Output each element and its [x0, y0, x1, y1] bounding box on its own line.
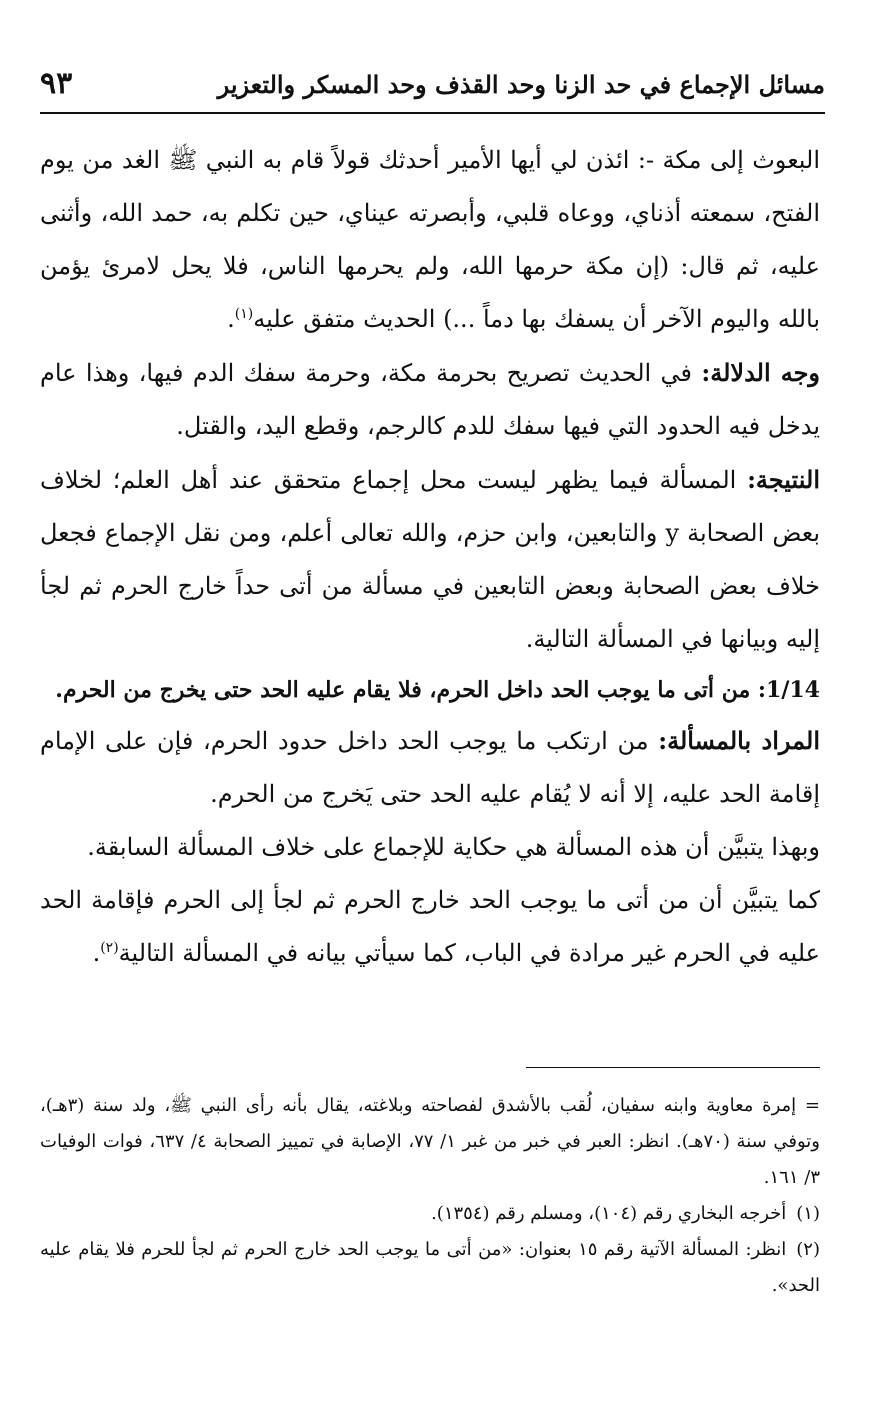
meaning-label: المراد بالمسألة: — [658, 726, 821, 755]
footnote-text: أخرجه البخاري رقم (١٠٤)، ومسلم رقم (١٣٥٤). — [431, 1203, 787, 1224]
footnote-text: انظر: المسألة الآتية رقم ١٥ بعنوان: «من أتى ما يوجب الحد خارج الحرم ثم لجأ للحرم فلا يقام عليه الحد». — [40, 1239, 820, 1296]
evidence-label: وجه الدلالة: — [701, 358, 820, 387]
paragraph-result — [40, 453, 820, 666]
footnote-2 — [40, 1232, 820, 1304]
main-text — [40, 134, 820, 980]
issue-heading: 1/14: من أتى ما يوجب الحد داخل الحرم، فلا يقام عليه الحد حتى يخرج من الحرم. — [55, 677, 820, 703]
page-number: ٩٣ — [40, 66, 73, 101]
paragraph-evidence — [40, 346, 820, 453]
footnote-ref-2: (٢) — [100, 940, 119, 956]
footnote-continuation: = إمرة معاوية وابنه سفيان، لُقب بالأشدق لفصاحته وبلاغته، يقال بأنه رأى النبي ﷺ، ولد سنة (٣هـ)، وتوفي سنة (٧٠هـ). انظر: العبر في خبر من غبر ١/ ٧٧، الإصابة في تمييز الصحابة ٤/ ٦٣٧، فوات الوفيات ٣/ ١٦١. — [40, 1095, 820, 1188]
header-title: مسائل الإجماع في حد الزنا وحد القذف وحد المسكر والتعزير — [217, 70, 825, 99]
result-label: النتيجة: — [747, 465, 820, 494]
paragraph-end: . — [227, 305, 235, 333]
footnote-ref-1: (١) — [234, 306, 254, 322]
footnote-number: (٢) — [796, 1239, 820, 1260]
paragraph-clarification: وبهذا يتبيَّن أن هذه المسألة هي حكاية للإجماع على خلاف المسألة السابقة. — [87, 833, 820, 861]
running-header — [40, 62, 825, 114]
paragraph-note — [40, 874, 820, 980]
footnote-1 — [40, 1196, 820, 1232]
footnote-separator — [526, 1067, 820, 1068]
footnote-number: (١) — [796, 1203, 820, 1224]
footnotes — [40, 1088, 820, 1304]
paragraph-text: كما يتبيَّن أن من أتى ما يوجب الحد خارج الحرم ثم لجأ إلى الحرم فإقامة الحد عليه في الحرم غير مرادة في الباب، كما سيأتي بيانه في المسألة التالية — [40, 886, 820, 967]
paragraph-text: المسألة فيما يظهر ليست محل إجماع متحقق عند أهل العلم؛ لخلاف بعض الصحابة y والتابعين، وابن حزم، والله تعالى أعلم، ومن نقل الإجماع فجعل خلاف بعض الصحابة وبعض التابعين في مسألة من أتى حداً خارج الحرم ثم لجأ إليه وبيانها في المسألة التالية. — [40, 466, 821, 653]
paragraph-end: . — [92, 939, 101, 967]
paragraph-hadith — [40, 134, 820, 346]
paragraph-text: من ارتكب ما يوجب الحد داخل حدود الحرم، فإن على الإمام إقامة الحد عليه، إلا أنه لا يُقام عليه الحد حتى يَخرج من الحرم. — [40, 727, 820, 808]
paragraph-text: البعوث إلى مكة -: ائذن لي أيها الأمير أحدثك قولاً قام به النبي ﷺ الغد من يوم الفتح، سمعته أذناي، ووعاه قلبي، وأبصرته عيناي، حين تكلم به، حمد الله، وأثنى عليه، ثم قال: (إن مكة حرمها الله، ولم يحرمها الناس، فلا يحل لامرئ يؤمن بالله واليوم الآخر أن يسفك بها دماً ...) الحديث متفق عليه — [40, 146, 821, 333]
paragraph-text: في الحديث تصريح بحرمة مكة، وحرمة سفك الدم فيها، وهذا عام يدخل فيه الحدود التي فيها سفك للدم كالرجم، وقطع اليد، والقتل. — [40, 359, 820, 440]
paragraph-meaning — [40, 714, 820, 821]
